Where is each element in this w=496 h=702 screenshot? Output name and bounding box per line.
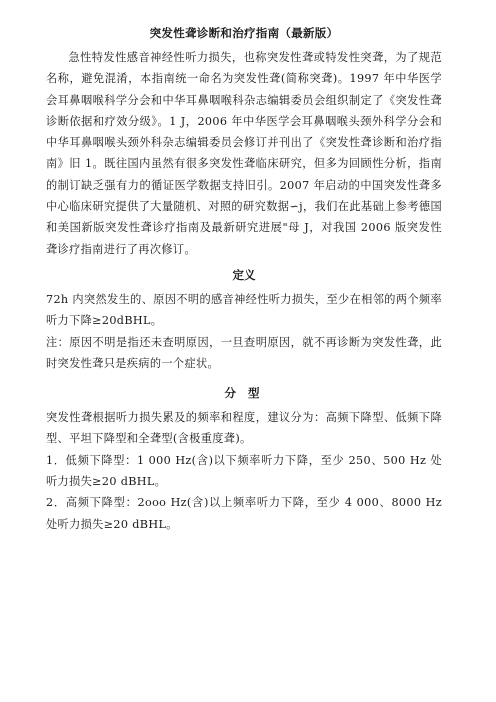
list-item-high-frequency: 2．高频下降型：2ooo Hz(含)以上频率听力下降，至少 4 000、8000 Hz 处听力损失≥20 dBHL。 bbox=[46, 496, 442, 531]
list-item-low-frequency: 1．低频下降型：1 000 Hz(含)以下频率听力下降，至少 250、500 Hz 处听力损失≥20 dBHL。 bbox=[46, 453, 442, 489]
note-paragraph: 注：原因不明是指还未查明原因，一旦查明原因，就不再诊断为突发性聋，此时突发性聋只是疾病的一个症状。 bbox=[46, 335, 442, 370]
document-title: 突发性聋诊断和治疗指南（最新版） bbox=[149, 26, 339, 40]
definition-heading: 定义 bbox=[232, 267, 256, 282]
classification-intro-paragraph: 突发性聋根据听力损失累及的频率和程度，建议分为：高频下降型、低频下降型、平坦下降型和全聋型(含极重度聋)。 bbox=[46, 411, 442, 446]
classification-heading: 分 型 bbox=[224, 386, 264, 401]
definition-paragraph: 72h 内突然发生的、原因不明的感音神经性听力损失，至少在相邻的两个频率听力下降≥20dBHL。 bbox=[46, 292, 442, 328]
intro-paragraph: 急性特发性感音神经性听力损失，也称突发性聋或特发性突聋，为了规范名称，避免混淆，本指南统一命名为突发性聋(简称突聋)。1997 年中华医学会耳鼻咽喉科学分会和中华耳鼻咽喉科杂志编辑委员会组织制定了《突发性聋诊断依据和疗效分级》。1 J，2006 年中华医学会耳鼻咽喉头颈外科学分会和中华耳鼻咽喉头颈外科杂志编辑委员会修订并刊出了《突发性聋诊断和治疗指南》旧 1。既往国内虽然有很多突发性聋临床研究，但多为回顾性分析，指南的制订缺乏强有力的循证医学数据支持旧引。2007 年启动的中国突发性聋多中心临床研究提供了大量随机、对照的研究数据∽j，我们在此基础上参考德国和美国新版突发性聋诊疗指南及最新研究进展"母 J，对我国 2006 版突发性聋诊疗指南进行了再次修订。 bbox=[46, 51, 442, 256]
